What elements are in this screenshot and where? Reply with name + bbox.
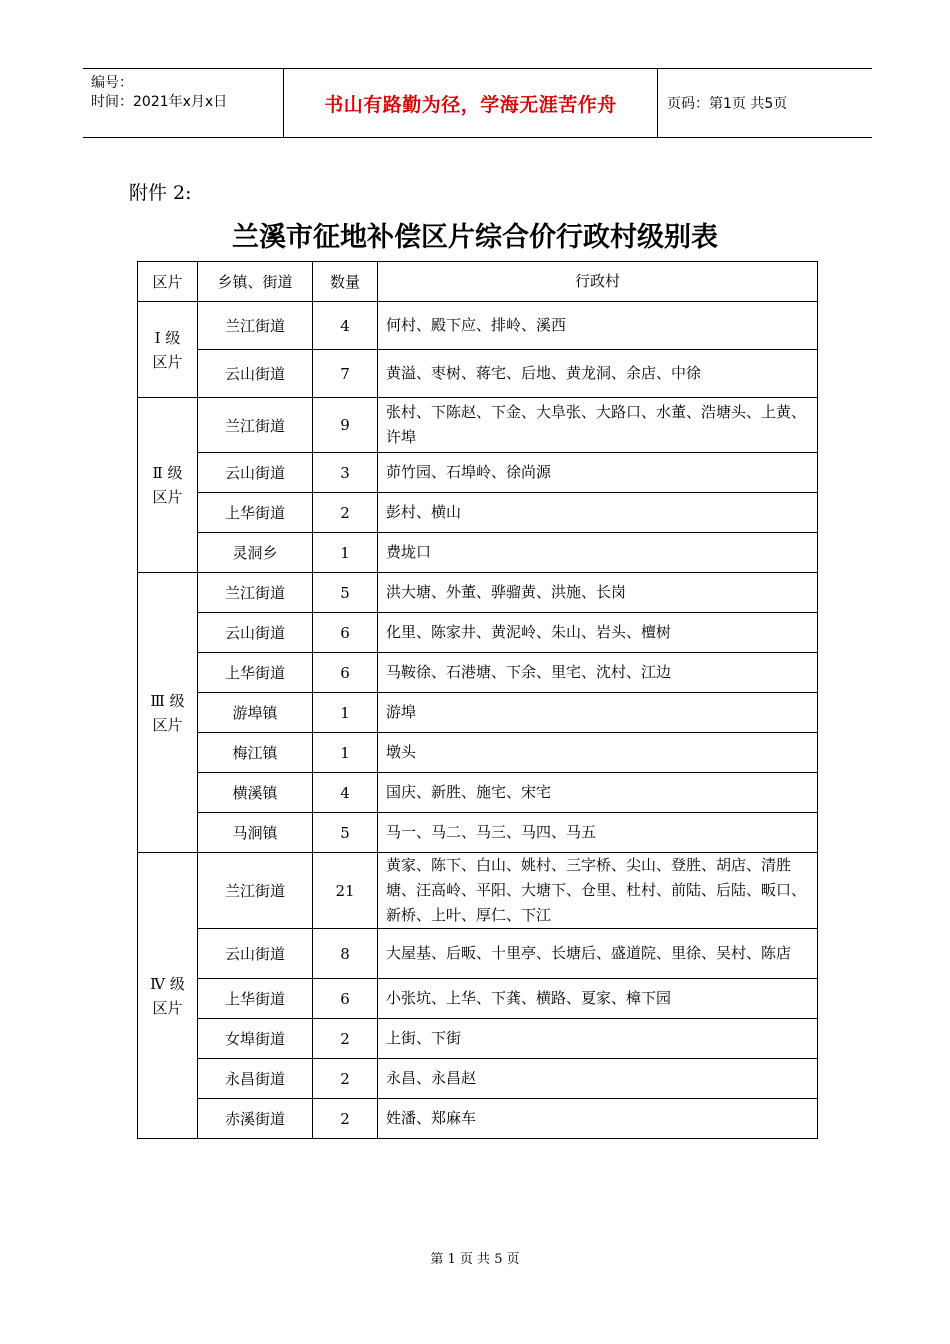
document-header [83,68,872,138]
villages-cell: 黄溢、枣树、蒋宅、后地、黄龙洞、余店、中徐 [378,350,818,398]
zone-label: 区片 [152,352,183,371]
town-cell: 云山街道 [198,453,313,493]
zone-label: Ⅳ 级 [150,974,185,993]
villages-cell: 游埠 [378,693,818,733]
town-cell: 永昌街道 [198,1059,313,1099]
count-cell: 7 [313,350,378,398]
page-label: 页码：第1页 共5页 [667,96,788,112]
count-cell: 3 [313,453,378,493]
table-row [138,773,818,813]
header-page-cell [658,69,872,137]
villages-cell: 马鞍徐、石港塘、下余、里宅、沈村、江边 [378,653,818,693]
zone-label: 区片 [152,998,183,1017]
town-cell: 马涧镇 [198,813,313,853]
count-cell: 2 [313,1019,378,1059]
table-row [138,853,818,929]
town-cell: 云山街道 [198,929,313,979]
villages-cell: 小张坑、上华、下龚、横路、夏家、樟下园 [378,979,818,1019]
table-row [138,398,818,453]
date-label: 时间：2021年x月x日 [91,94,228,110]
count-cell: 4 [313,773,378,813]
count-cell: 2 [313,1059,378,1099]
town-cell: 上华街道 [198,493,313,533]
town-cell: 上华街道 [198,979,313,1019]
town-cell: 兰江街道 [198,302,313,350]
zone-cell [138,573,198,853]
table-row [138,302,818,350]
count-cell: 2 [313,1099,378,1139]
header-slogan-cell [283,69,658,137]
table-row [138,1099,818,1139]
count-cell: 21 [313,853,378,929]
villages-cell: 黄家、陈下、白山、姚村、三字桥、尖山、登胜、胡店、清胜塘、汪高岭、平阳、大塘下、仓里、杜村、前陆、后陆、畈口、新桥、上叶、厚仁、下江 [378,853,818,929]
table-row [138,693,818,733]
town-cell: 兰江街道 [198,853,313,929]
count-cell: 2 [313,493,378,533]
column-header: 数量 [313,262,378,302]
villages-cell: 彭村、横山 [378,493,818,533]
count-cell: 8 [313,929,378,979]
table-row [138,813,818,853]
town-cell: 上华街道 [198,653,313,693]
villages-cell: 大屋基、后畈、十里亭、长塘后、盛道院、里徐、吴村、陈店 [378,929,818,979]
table-row [138,613,818,653]
table-row [138,533,818,573]
count-cell: 6 [313,979,378,1019]
zone-cell [138,398,198,573]
villages-cell: 何村、殿下应、排岭、溪西 [378,302,818,350]
zone-label: 区片 [152,715,183,734]
header-meta [83,69,283,137]
town-cell: 横溪镇 [198,773,313,813]
town-cell: 云山街道 [198,613,313,653]
villages-cell: 永昌、永昌赵 [378,1059,818,1099]
table-row [138,453,818,493]
villages-cell: 茆竹园、石埠岭、徐尚源 [378,453,818,493]
table-row [138,493,818,533]
town-cell: 赤溪街道 [198,1099,313,1139]
villages-cell: 化里、陈家井、黄泥岭、朱山、岩头、檀树 [378,613,818,653]
count-cell: 1 [313,533,378,573]
table-row [138,979,818,1019]
villages-cell: 墩头 [378,733,818,773]
villages-cell: 费垅口 [378,533,818,573]
slogan: 书山有路勤为径，学海无涯苦作舟 [324,93,617,116]
villages-cell: 洪大塘、外董、骅骝黄、洪施、长岗 [378,573,818,613]
villages-cell: 张村、下陈赵、下金、大阜张、大路口、水董、浩塘头、上黄、许埠 [378,398,818,453]
table-row [138,1059,818,1099]
town-cell: 游埠镇 [198,693,313,733]
table-row [138,653,818,693]
zone-cell [138,302,198,398]
number-label: 编号： [91,75,133,91]
town-cell: 兰江街道 [198,573,313,613]
page-title: 兰溪市征地补偿区片综合价行政村级别表 [232,222,718,253]
town-cell: 女埠街道 [198,1019,313,1059]
table-row [138,1019,818,1059]
table-row [138,350,818,398]
table-header-row [138,262,818,302]
column-header: 乡镇、街道 [198,262,313,302]
zone-label: 区片 [152,488,183,506]
zone-label: Ⅱ 级 [152,464,183,482]
zone-label: Ⅰ 级 [154,328,181,347]
column-header: 区片 [138,262,198,302]
town-cell: 兰江街道 [198,398,313,453]
count-cell: 1 [313,693,378,733]
count-cell: 5 [313,573,378,613]
town-cell: 云山街道 [198,350,313,398]
villages-cell: 国庆、新胜、施宅、宋宅 [378,773,818,813]
count-cell: 6 [313,613,378,653]
table-row [138,733,818,773]
table-row [138,573,818,613]
zone-label: Ⅲ 级 [150,691,185,710]
count-cell: 4 [313,302,378,350]
town-cell: 灵洞乡 [198,533,313,573]
attachment-label: 附件 2: [129,182,192,204]
villages-cell: 上街、下街 [378,1019,818,1059]
table-row [138,929,818,979]
column-header: 行政村 [378,262,818,302]
town-cell: 梅江镇 [198,733,313,773]
villages-cell: 马一、马二、马三、马四、马五 [378,813,818,853]
page-footer: 第 1 页 共 5 页 [430,1252,520,1267]
village-level-table [137,261,818,1139]
count-cell: 1 [313,733,378,773]
count-cell: 9 [313,398,378,453]
count-cell: 5 [313,813,378,853]
zone-cell [138,853,198,1139]
count-cell: 6 [313,653,378,693]
villages-cell: 姓潘、郑麻车 [378,1099,818,1139]
